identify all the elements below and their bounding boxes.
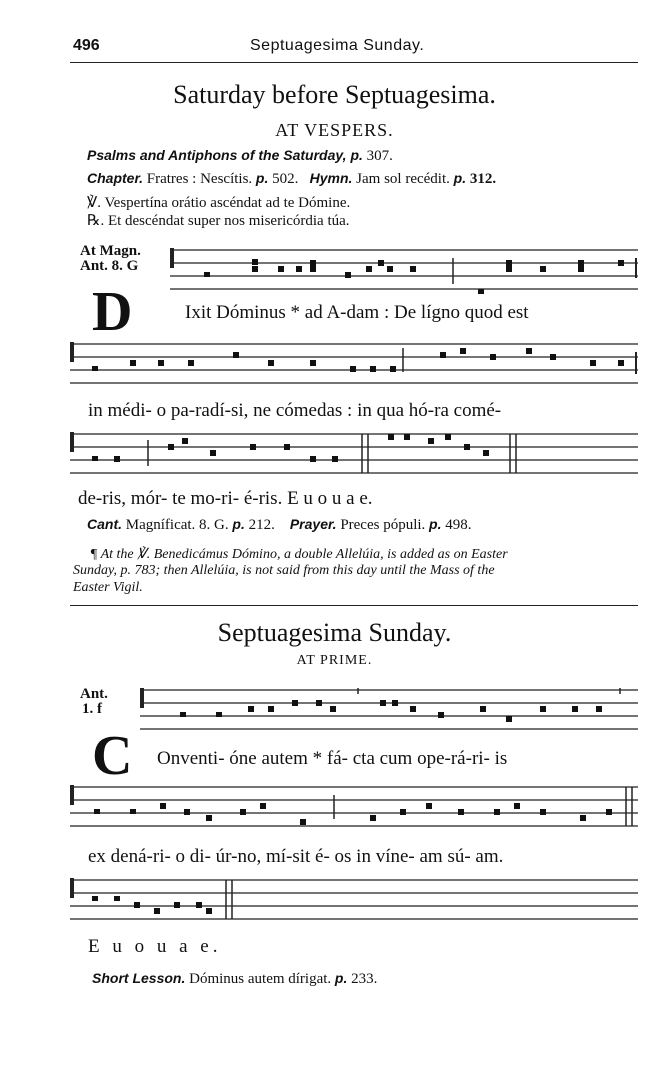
lyric-line-3: de-ris, mór- te mo-ri- é-ris. E u o u a e. [78, 488, 373, 509]
header-rule [70, 62, 638, 63]
cant-text: Magníficat. 8. G. [125, 517, 229, 533]
psalms-label: Psalms and Antiphons of the Saturday, p. [87, 147, 363, 163]
prayer-label: Prayer. [289, 516, 337, 532]
section-subtitle-vespers: AT VESPERS. [275, 120, 394, 140]
drop-cap-c: C [92, 725, 133, 787]
short-lesson-line [92, 970, 377, 988]
rubric-line-3: Easter Vigil. [73, 580, 143, 595]
psalms-line [87, 147, 393, 165]
short-lesson-text: Dóminus autem dírigat. [189, 971, 332, 987]
prayer-page: 498. [445, 517, 472, 533]
antiphon-mode-label: Ant. 8. G [80, 258, 139, 274]
chapter-line [87, 170, 496, 188]
short-lesson-p: p. [334, 970, 348, 986]
chapter-text: Fratres : Nescítis. [146, 171, 253, 187]
hymn-text: Jam sol recédit. [356, 171, 450, 187]
hymn-p: p. [453, 170, 467, 186]
cant-label: Cant. [87, 516, 122, 532]
section-divider [70, 605, 638, 606]
cant-page: 212. [248, 517, 275, 533]
running-title: Septuagesima Sunday. [250, 37, 425, 54]
antiphon-mode-label-2: 1. f [82, 701, 102, 717]
rubric-line-2: Sunday, p. 783; then Allelúia, is not said from this day until the Mass of the [73, 563, 495, 578]
section-title-septuagesima: Septuagesima Sunday. [217, 618, 452, 647]
chapter-label: Chapter. [87, 170, 144, 186]
section-subtitle-prime: AT PRIME. [296, 653, 373, 668]
canticle-line [87, 516, 472, 534]
lyric-line-4: Onventi- óne autem * fá- cta cum ope-rá-ri- is [157, 748, 508, 769]
chant-staff-3 [70, 432, 638, 480]
chant-staff-4 [140, 688, 638, 736]
chant-staff-5 [70, 785, 638, 833]
chant-staff-6 [70, 878, 638, 926]
prayer-text: Preces pópuli. [340, 517, 426, 533]
psalms-page: 307. [366, 148, 393, 164]
chant-staff-1 [170, 248, 638, 296]
antiphon-label-magnificat: At Magn. [80, 243, 141, 259]
chant-staff-2 [70, 342, 638, 390]
lyric-line-2: in médi- o pa-radí-si, ne cómedas : in qua hó-ra comé- [88, 400, 502, 421]
chapter-page: 502. [272, 171, 299, 187]
short-lesson-label: Short Lesson. [92, 970, 186, 986]
response: ℞. Et descéndat super nos misericórdia túa. [87, 213, 350, 229]
lyric-line-6: E u o u a e. [88, 936, 222, 957]
antiphon-label-ant: Ant. [80, 686, 108, 702]
hymn-page: 312. [469, 171, 497, 187]
rubric-line-1: ¶ At the ℣. Benedicámus Dómino, a double Allelúia, is added as on Easter [90, 547, 508, 562]
versicle: ℣. Vespertína orátio ascéndat ad te Dómine. [87, 195, 351, 211]
drop-cap-d: D [92, 281, 133, 343]
section-title-saturday: Saturday before Septuagesima. [173, 80, 496, 109]
chapter-p: p. [255, 170, 269, 186]
lyric-line-1: Ixit Dóminus * ad A-dam : De lígno quod est [185, 302, 529, 323]
short-lesson-page: 233. [351, 971, 378, 987]
lyric-line-5: ex dená-ri- o di- úr-no, mí-sit é- os in víne- am sú- am. [88, 846, 504, 867]
hymn-label: Hymn. [309, 170, 353, 186]
page-number: 496 [73, 37, 100, 54]
prayer-p: p. [429, 516, 442, 532]
cant-p: p. [232, 516, 245, 532]
